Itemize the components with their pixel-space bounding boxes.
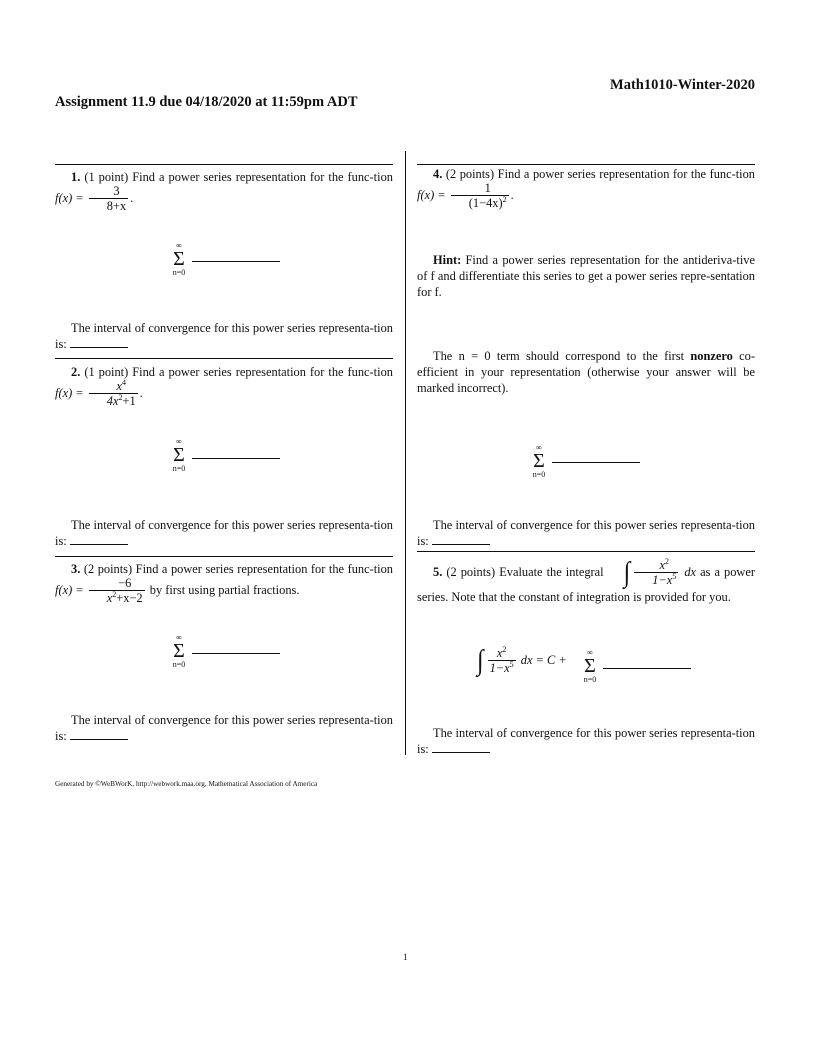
course-title: Math1010-Winter-2020 (610, 77, 755, 93)
problem-1-interval: The interval of convergence for this power series representa-tion is: (55, 321, 393, 351)
problem-3-sum: ∞ Σ n=0 (172, 633, 186, 669)
problem-5-statement: 5. (2 points) Evaluate the integral ∫ $\frac{x^2}{1-x^5}$ dx as a power series. Note that the constant of integration is provided for you. (417, 556, 755, 604)
problem-4-interval-blank[interactable] (432, 543, 490, 545)
problem-4-answer-blank[interactable] (552, 462, 640, 463)
problem-1-statement: 1. (1 point) Find a power series representation for the func-tion f(x) = $\frac{3}{8+x}$ . (55, 170, 393, 213)
problem-4-rule (417, 164, 755, 165)
problem-4-note: The n = 0 term should correspond to the first nonzero co-efficient in your representation (otherwise your answer will be marked incorrect). (417, 349, 755, 395)
problem-1-answer-blank[interactable] (192, 261, 280, 262)
problem-4-fraction: $\frac{1}{(1-4x)^2}$ (451, 182, 509, 210)
problem-3-interval-blank[interactable] (70, 738, 128, 740)
assignment-title: Assignment 11.9 due 04/18/2020 at 11:59pm ADT (55, 94, 358, 110)
integral-symbol: ∫ (477, 645, 484, 677)
problem-2-interval-blank[interactable] (70, 543, 128, 545)
problem-3-fraction: $\frac{-6}{x^2+x-2}$ (89, 577, 145, 605)
problem-5-answer-blank[interactable] (603, 668, 691, 669)
problem-5-rule (417, 551, 755, 552)
integral-symbol: ∫ (623, 557, 631, 589)
problem-4-hint: Hint: Find a power series representation for the antideriva-tive of f and differentiate this series to get a power series repre-sentation for f. (417, 253, 755, 299)
problem-2-rule (55, 358, 393, 359)
problem-2-fraction: $\frac{x^4}{4x^2+1}$ (89, 380, 138, 408)
problem-2-answer-blank[interactable] (192, 458, 280, 459)
problem-4-statement: 4. (2 points) Find a power series representation for the func-tion f(x) = $\frac{1}{(1-4x)^2}$ . (417, 167, 755, 210)
problem-3-statement: 3. (2 points) Find a power series representation for the func-tion f(x) = $\frac{-6}{x^2+x-2}$ by first using partial fractions. (55, 562, 393, 605)
problem-4-sum: ∞ Σ n=0 (532, 443, 546, 479)
problem-1-rule (55, 164, 393, 165)
problem-2-sum: ∞ Σ n=0 (172, 437, 186, 473)
problem-5-interval-blank[interactable] (432, 751, 490, 753)
problem-5-answer-equation: ∫ $\frac{x^2}{1-x^5}$ dx = C + (477, 644, 567, 677)
problem-3-interval: The interval of convergence for this power series representa-tion is: (55, 713, 393, 743)
problem-5-sum: ∞ Σ n=0 (583, 648, 597, 684)
problem-3-answer-blank[interactable] (192, 653, 280, 654)
problem-3-rule (55, 556, 393, 557)
problem-1-interval-blank[interactable] (70, 346, 128, 348)
problem-5-fraction: $\frac{x^2}{1-x^5}$ (634, 559, 678, 587)
problem-1-sum: ∞ Σ n=0 (172, 241, 186, 277)
problem-5-answer-fraction: $\frac{x^2}{1-x^5}$ (489, 644, 514, 675)
footer-generated-by: Generated by ©WeBWorK, http://webwork.maa.org, Mathematical Association of America (55, 780, 318, 788)
problem-2-interval: The interval of convergence for this power series representa-tion is: (55, 518, 393, 548)
column-divider (405, 151, 406, 755)
problem-1-fraction: $\frac{3}{8+x}$ (89, 185, 128, 213)
problem-4-interval: The interval of convergence for this power series representa-tion is: (417, 518, 755, 548)
page-number: 1 (403, 952, 408, 962)
problem-5-interval: The interval of convergence for this power series representa-tion is: (417, 726, 755, 756)
problem-2-statement: 2. (1 point) Find a power series representation for the func-tion f(x) = $\frac{x^4}{4x^2+1}$ . (55, 365, 393, 408)
